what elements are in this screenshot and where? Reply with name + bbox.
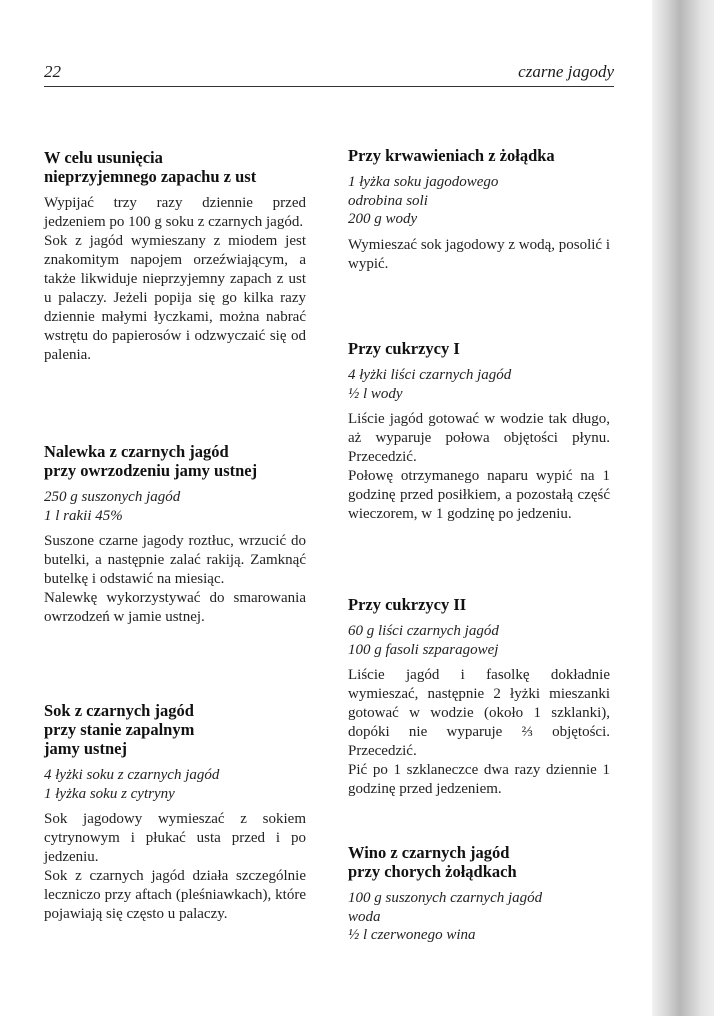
ingredient: 250 g suszonych jagód (44, 489, 181, 505)
ingredient-list (348, 173, 610, 229)
book-spine-shadow (652, 0, 714, 1016)
ingredient: odrobina soli (348, 192, 428, 209)
ingredient: ½ l czerwonego wina (348, 927, 476, 943)
ingredient-list (44, 766, 306, 803)
recipe-text: Suszone czarne jagody roztłuc, wrzucić do butelki, a następnie zalać rakiją. Zamknąć butelkę i odstawić na miesiąc. (44, 533, 306, 587)
recipe-stomach-bleeding (348, 146, 610, 274)
recipe-text: Sok z jagód wymieszany z miodem jest znakomitym napojem orzeźwiającym, a także likwiduje nieprzyjemny zapach z ust u palaczy. Jeżeli popija się go kilka razy dziennie małymi łyczkami, można nabrać wstrętu do papierosów i odzwyczaić się od palenia. (44, 233, 306, 363)
ingredient: 200 g wody (348, 211, 418, 227)
recipe-wine-stomach (348, 843, 610, 952)
recipe-title: Przy cukrzycy I (348, 339, 460, 358)
recipe-text: Pić po 1 szklaneczce dwa razy dziennie 1 godzinę przed jedzeniem. (348, 762, 610, 797)
recipe-juice-mouth-inflammation (44, 701, 306, 924)
recipe-title: Przy krwawieniach z żołądka (348, 146, 555, 165)
ingredient: 1 l rakii 45% (44, 507, 123, 524)
recipe-text: Nalewkę wykorzystywać do smarowania owrzodzeń w jamie ustnej. (44, 590, 306, 625)
recipe-title: Przy cukrzycy II (348, 595, 467, 614)
recipe-text: Wypijać trzy razy dziennie przed jedzeniem po 100 g soku z czarnych jagód. (44, 195, 306, 230)
ingredient: 60 g liści czarnych jagód (348, 623, 499, 639)
ingredient: 4 łyżki liści czarnych jagód (348, 367, 512, 383)
ingredient-list (348, 366, 610, 403)
recipe-text: Połowę otrzymanego naparu wypić na 1 godzinę przed posiłkiem, a pozostałą część wieczorem, w 1 godzinę po jedzeniu. (348, 468, 610, 522)
ingredient: 1 łyżka soku jagodowego (348, 174, 499, 190)
running-title: czarne jagody (518, 62, 614, 81)
ingredient-list (44, 488, 306, 525)
recipe-text: Wymieszać sok jagodowy z wodą, posolić i wypić. (348, 236, 610, 272)
page-number: 22 (44, 62, 61, 81)
ingredient: woda (348, 908, 381, 925)
recipe-title: Sok z czarnych jagód przy stanie zapalnym jamy ustnej (44, 701, 195, 758)
recipe-text: Sok z czarnych jagód działa szczególnie leczniczo przy aftach (pleśniawkach), które pojawiają się często u palaczy. (44, 868, 306, 922)
recipe-title: Wino z czarnych jagód przy chorych żołądkach (348, 843, 517, 881)
ingredient-list (348, 622, 610, 659)
ingredient: ½ l wody (348, 385, 403, 402)
ingredient: 100 g fasoli szparagowej (348, 641, 499, 658)
header-rule (44, 86, 614, 87)
recipe-diabetes-2 (348, 595, 610, 799)
recipe-bad-breath (44, 148, 306, 365)
recipe-title: W celu usunięcia nieprzyjemnego zapachu z ust (44, 148, 257, 186)
ingredient: 4 łyżki soku z czarnych jagód (44, 767, 220, 783)
ingredient-list (348, 889, 610, 945)
recipe-text: Liście jagód i fasolkę dokładnie wymieszać, następnie 2 łyżki mieszanki gotować w wodzie (około 1 szklanki), dopóki nie wyparuje ⅔ objętości. Przecedzić. (348, 667, 610, 759)
ingredient: 100 g suszonych czarnych jagód (348, 890, 543, 906)
ingredient: 1 łyżka soku z cytryny (44, 785, 175, 802)
page-header (44, 62, 614, 86)
recipe-text: Sok jagodowy wymieszać z sokiem cytrynowym i płukać usta przed i po jedzeniu. (44, 811, 306, 865)
recipe-text: Liście jagód gotować w wodzie tak długo, aż wyparuje połowa objętości płynu. Przecedzić. (348, 411, 610, 465)
recipe-title: Nalewka z czarnych jagód przy owrzodzeniu jamy ustnej (44, 442, 258, 480)
recipe-tincture-mouth-ulcers (44, 442, 306, 627)
recipe-diabetes-1 (348, 339, 610, 524)
